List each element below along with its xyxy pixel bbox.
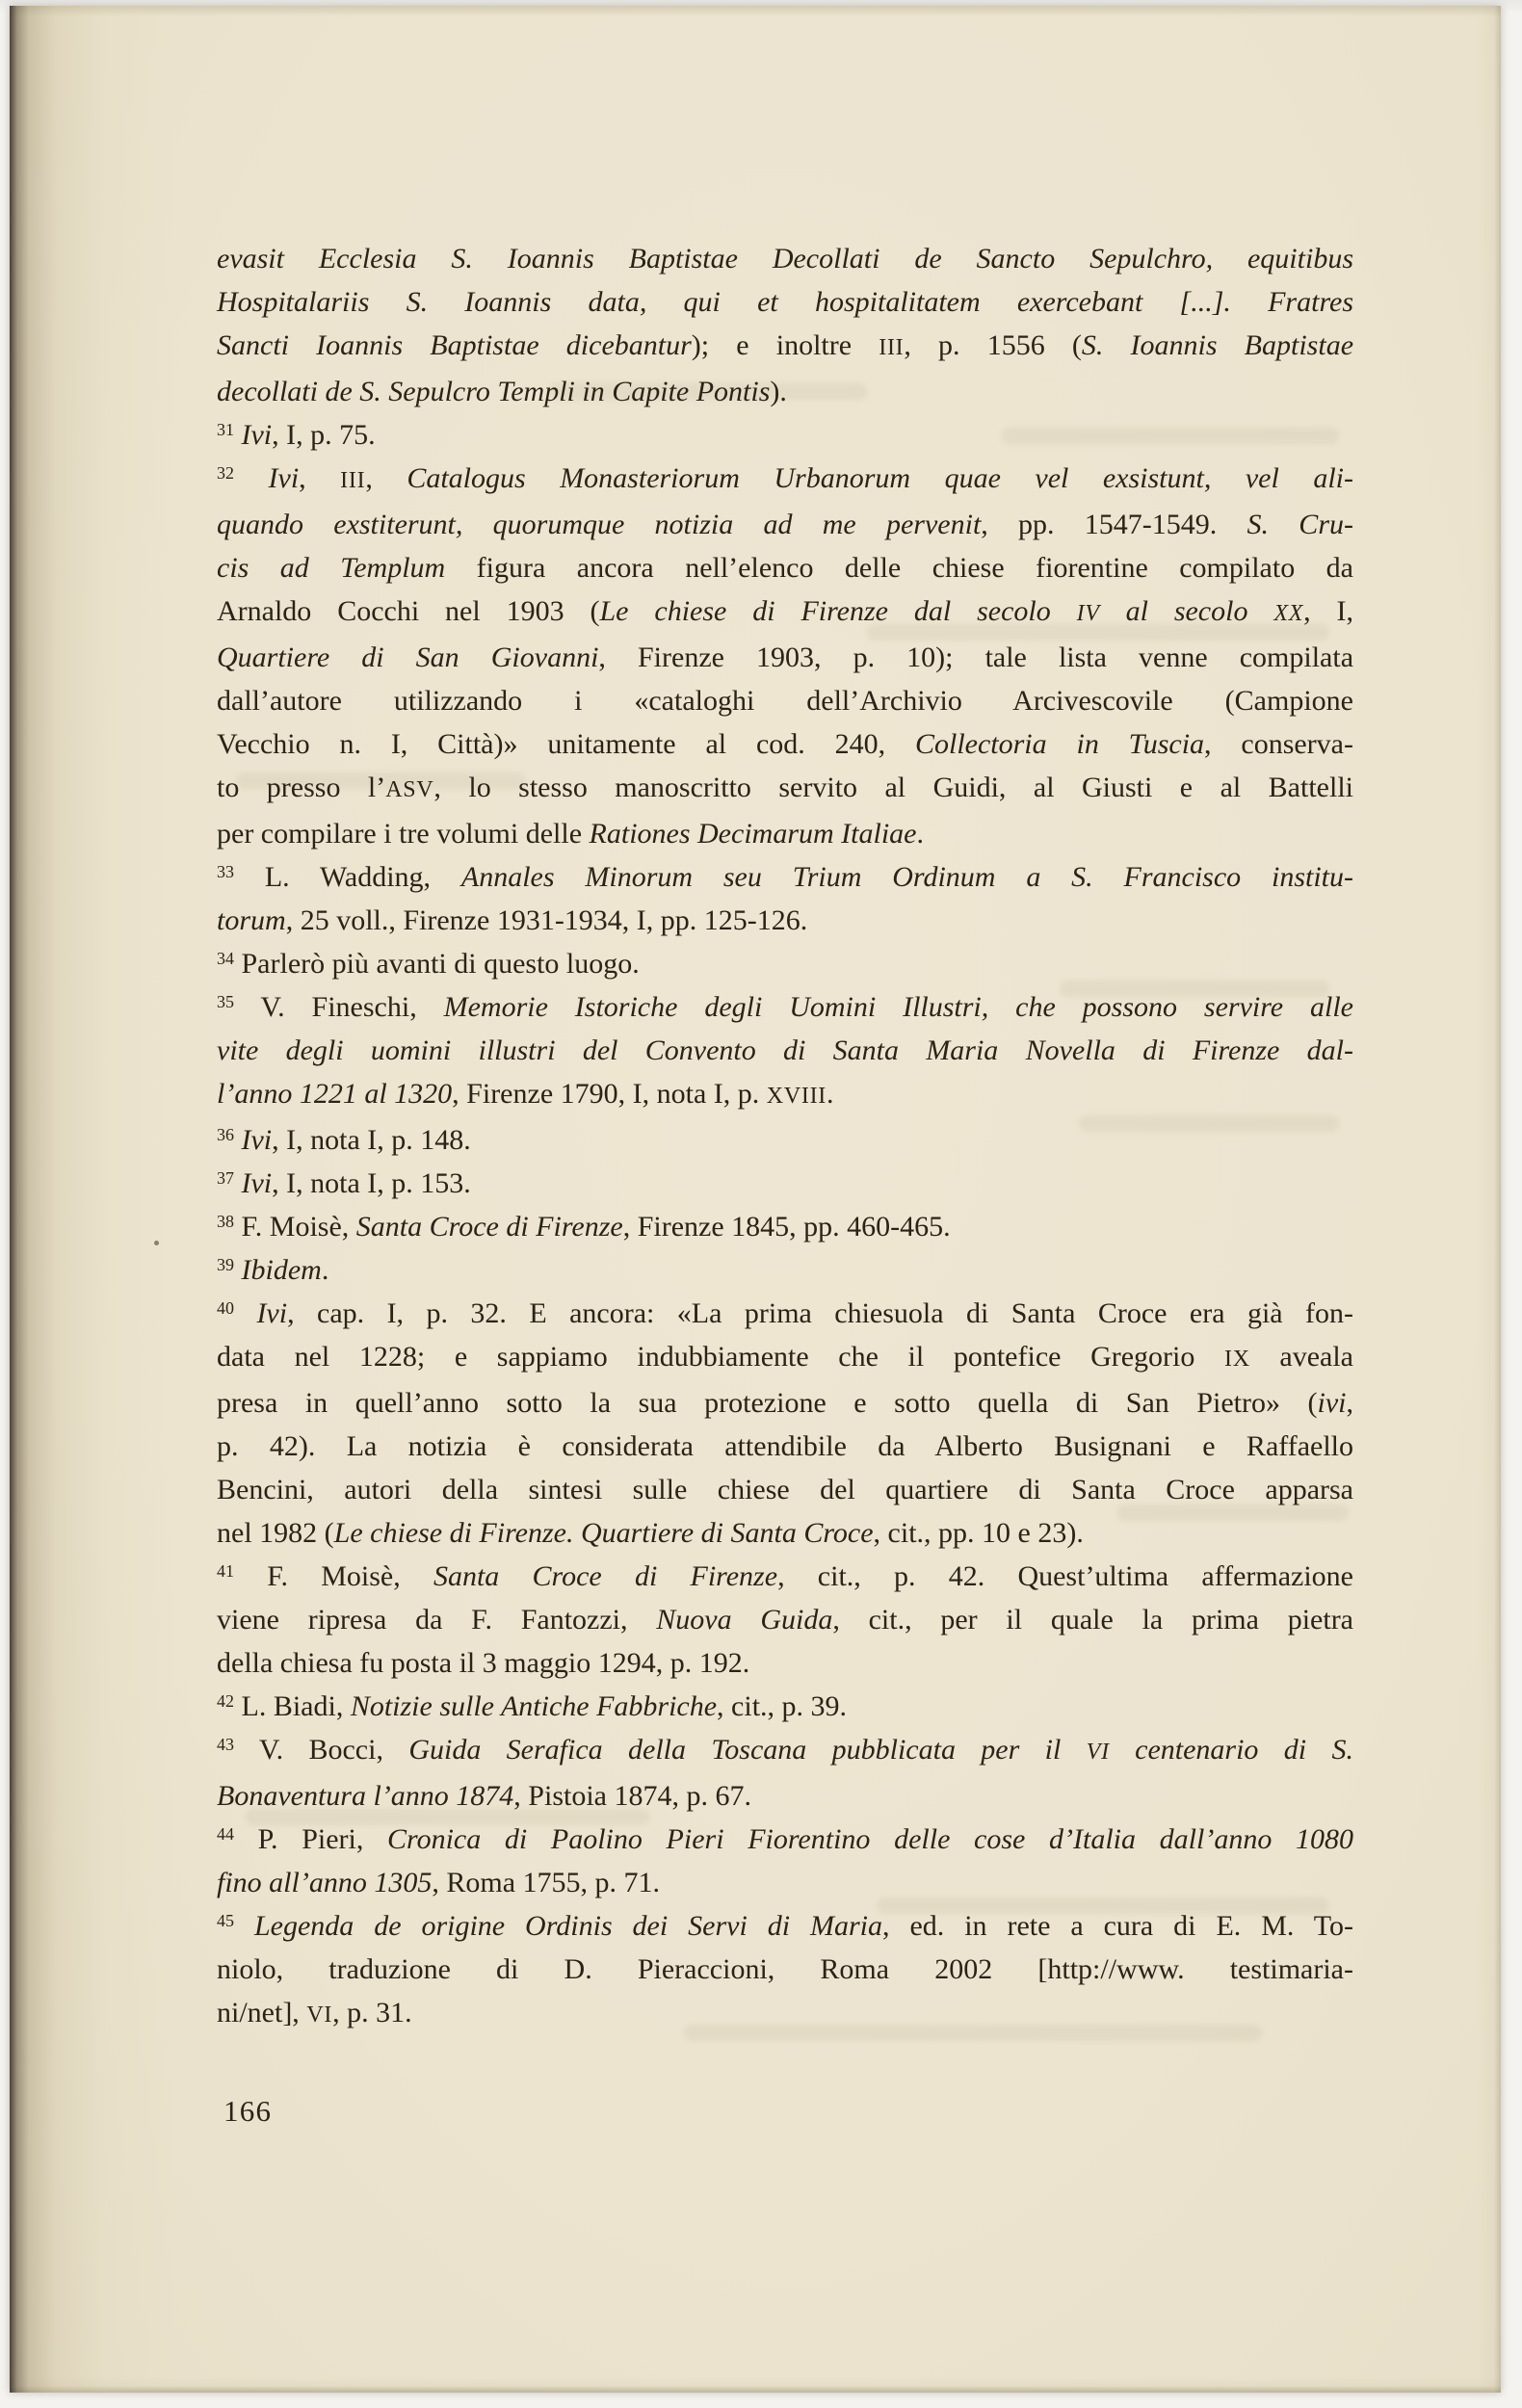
text-segment: quando exstiterunt, quorumque notizia ad me pervenit bbox=[217, 509, 982, 540]
text-line bbox=[217, 1162, 1353, 1205]
text-segment: , Firenze 1903, p. 10); tale lista venne compilata bbox=[598, 641, 1354, 673]
text-segment bbox=[234, 419, 242, 451]
text-segment: . bbox=[321, 1254, 329, 1286]
text-line bbox=[217, 1029, 1353, 1072]
text-segment: . bbox=[916, 818, 924, 850]
footnote-marker: 42 bbox=[217, 1691, 234, 1711]
text-segment: cis ad Templum bbox=[217, 552, 446, 584]
text-segment: , bbox=[365, 462, 407, 494]
text-segment: data nel 1228; e sappiamo indubbiamente che il pontefice Gregorio bbox=[217, 1341, 1224, 1373]
text-block bbox=[217, 237, 1353, 2037]
page-number: 166 bbox=[223, 2094, 273, 2128]
text-segment bbox=[234, 1124, 242, 1156]
text-segment: , p. 31. bbox=[332, 1997, 412, 2028]
text-line bbox=[217, 899, 1353, 942]
text-line bbox=[217, 1598, 1353, 1641]
text-segment: nel 1982 ( bbox=[217, 1517, 334, 1549]
text-segment: V. Fineschi, bbox=[234, 991, 444, 1023]
text-segment: Ivi bbox=[256, 1297, 288, 1329]
text-segment: V. Bocci, bbox=[234, 1734, 409, 1766]
text-segment: , Firenze 1845, pp. 460-465. bbox=[622, 1211, 951, 1243]
text-segment: , cit., p. 42. Quest’ultima affermazione bbox=[777, 1560, 1353, 1592]
text-segment: evasit Ecclesia S. Ioannis Baptistae Decollati de Sancto Sepulchro, equitibus bbox=[217, 243, 1353, 275]
text-segment: Memorie Istoriche degli Uomini Illustri, che possono servire alle bbox=[443, 991, 1353, 1023]
footnote-marker: 41 bbox=[217, 1561, 234, 1581]
text-line bbox=[217, 1381, 1353, 1425]
text-segment: Sancti Ioannis Baptistae dicebantur bbox=[217, 329, 692, 361]
text-segment: . bbox=[827, 1078, 834, 1110]
text-segment: Annales Minorum seu Trium Ordinum a S. Francisco institu- bbox=[460, 861, 1353, 893]
text-segment: , lo stesso manoscritto servito al Guidi, al Giusti e al Battelli bbox=[433, 772, 1353, 803]
text-segment: ); e inoltre bbox=[691, 329, 879, 361]
text-segment: Parlerò più avanti di questo luogo. bbox=[234, 948, 640, 980]
footnote-marker: 37 bbox=[217, 1168, 234, 1188]
text-line bbox=[217, 985, 1353, 1029]
text-segment: Guida Serafica della Toscana pubblicata per il bbox=[408, 1734, 1087, 1766]
text-segment: Nuova Guida bbox=[656, 1604, 833, 1636]
text-segment: P. Pieri, bbox=[234, 1823, 388, 1855]
text-segment: Ibidem bbox=[241, 1254, 322, 1286]
text-line bbox=[217, 503, 1353, 546]
text-segment bbox=[234, 462, 269, 494]
text-segment: , 25 voll., Firenze 1931-1934, I, pp. 125-126. bbox=[285, 904, 808, 936]
ink-speck bbox=[154, 1241, 159, 1245]
text-segment: Bonaventura l’anno 1874 bbox=[217, 1780, 514, 1812]
text-segment: Ivi bbox=[268, 462, 300, 494]
text-line bbox=[217, 457, 1353, 503]
text-segment: , I, nota I, p. 153. bbox=[272, 1167, 471, 1199]
footnote-marker: 44 bbox=[217, 1824, 234, 1844]
text-segment: Arnaldo Cocchi nel 1903 ( bbox=[217, 595, 600, 627]
text-line bbox=[217, 1685, 1353, 1728]
text-segment: VI bbox=[1086, 1740, 1110, 1765]
text-segment: Ivi bbox=[241, 1124, 273, 1156]
footnote-marker: 33 bbox=[217, 862, 234, 881]
text-segment: ni/net], bbox=[217, 1997, 307, 2028]
footnote-marker: 40 bbox=[217, 1298, 234, 1318]
text-segment: centenario di S. bbox=[1109, 1734, 1353, 1766]
text-segment: , Firenze 1790, I, nota I, p. bbox=[452, 1078, 767, 1110]
text-segment: ASV bbox=[385, 777, 434, 802]
text-segment: Quartiere di San Giovanni bbox=[217, 641, 599, 673]
text-line bbox=[217, 1991, 1353, 2037]
text-line bbox=[217, 1861, 1353, 1904]
text-segment: Le chiese di Firenze dal secolo bbox=[599, 595, 1077, 627]
text-segment: , conserva- bbox=[1204, 728, 1353, 760]
text-segment: , bbox=[1346, 1387, 1353, 1419]
text-segment: dall’autore utilizzando i «cataloghi dell’Archivio Arcivescovile (Campione bbox=[217, 685, 1353, 717]
text-segment: XX bbox=[1273, 601, 1304, 626]
text-segment: Santa Croce di Firenze bbox=[433, 1560, 778, 1592]
text-line bbox=[217, 1292, 1353, 1335]
text-segment: , cit., per il quale la prima pietra bbox=[832, 1604, 1353, 1636]
text-line bbox=[217, 1774, 1353, 1818]
footnote-marker: 39 bbox=[217, 1255, 234, 1274]
text-segment: VI bbox=[306, 2002, 333, 2028]
text-line bbox=[217, 636, 1353, 679]
text-segment: , p. 1556 ( bbox=[904, 329, 1082, 361]
text-segment bbox=[234, 1297, 256, 1329]
text-segment: IX bbox=[1224, 1347, 1250, 1372]
text-segment: Cronica di Paolino Pieri Fiorentino delle cose d’Italia dall’anno 1080 bbox=[387, 1823, 1353, 1855]
text-segment: F. Moisè, bbox=[234, 1560, 433, 1592]
footnote-marker: 45 bbox=[217, 1911, 234, 1930]
text-segment: torum bbox=[217, 904, 286, 936]
text-segment: viene ripresa da F. Fantozzi, bbox=[217, 1604, 657, 1636]
text-line bbox=[217, 1511, 1353, 1555]
text-segment: S. Cru- bbox=[1246, 509, 1353, 540]
text-line bbox=[217, 812, 1353, 855]
text-segment: niolo, traduzione di D. Pieraccioni, Roma 2002 [http://www. testimaria- bbox=[217, 1953, 1353, 1985]
text-line bbox=[217, 1335, 1353, 1381]
text-segment bbox=[234, 1167, 242, 1199]
text-segment bbox=[234, 1910, 254, 1942]
text-segment: , Roma 1755, p. 71. bbox=[432, 1867, 661, 1898]
text-segment: ivi bbox=[1317, 1387, 1347, 1419]
text-line bbox=[217, 766, 1353, 812]
text-segment: della chiesa fu posta il 3 maggio 1294, p. 192. bbox=[217, 1647, 750, 1679]
text-segment: , cap. I, p. 32. E ancora: «La prima chiesuola di Santa Croce era già fon- bbox=[287, 1297, 1354, 1329]
text-segment: aveala bbox=[1249, 1341, 1353, 1373]
text-segment: XVIII bbox=[766, 1084, 827, 1109]
text-segment: Notizie sulle Antiche Fabbriche bbox=[350, 1690, 718, 1722]
text-segment: Bencini, autori della sintesi sulle chiese del quartiere di Santa Croce apparsa bbox=[217, 1474, 1353, 1505]
text-segment: III bbox=[340, 468, 366, 493]
text-line bbox=[217, 237, 1353, 280]
footnote-marker: 31 bbox=[217, 420, 234, 439]
text-line bbox=[217, 370, 1353, 413]
text-segment: vite degli uomini illustri del Convento di Santa Maria Novella di Firenze dal- bbox=[217, 1034, 1353, 1066]
text-line bbox=[217, 1425, 1353, 1468]
text-segment: to presso l’ bbox=[217, 772, 386, 803]
text-line bbox=[217, 324, 1353, 370]
text-segment: , I, bbox=[1303, 595, 1354, 627]
text-line bbox=[217, 722, 1353, 766]
text-segment: L. Biadi, bbox=[234, 1690, 351, 1722]
text-segment: L. Wadding, bbox=[234, 861, 461, 893]
text-segment: , cit., p. 39. bbox=[717, 1690, 848, 1722]
footnote-marker: 38 bbox=[217, 1212, 234, 1231]
text-segment: l’anno 1221 al 1320 bbox=[217, 1078, 453, 1110]
text-line bbox=[217, 679, 1353, 722]
text-segment: Vecchio n. I, Città)» unitamente al cod. 240, bbox=[217, 728, 915, 760]
text-segment: fino all’anno 1305 bbox=[217, 1867, 433, 1898]
text-line bbox=[217, 1904, 1353, 1948]
text-segment: Ivi bbox=[241, 1167, 273, 1199]
text-line bbox=[217, 1948, 1353, 1991]
footnote-marker: 35 bbox=[217, 992, 234, 1011]
text-segment: F. Moisè, bbox=[234, 1211, 356, 1243]
text-line bbox=[217, 1641, 1353, 1685]
text-segment: , I, p. 75. bbox=[272, 419, 376, 451]
text-segment: figura ancora nell’elenco delle chiese fiorentine compilato da bbox=[445, 552, 1353, 584]
text-segment: per compilare i tre volumi delle bbox=[217, 818, 590, 850]
text-segment: , bbox=[299, 462, 341, 494]
text-line bbox=[217, 589, 1353, 636]
text-segment: Rationes Decimarum Italiae bbox=[589, 818, 917, 850]
text-segment: , ed. in rete a cura di E. M. To- bbox=[882, 1910, 1353, 1942]
text-segment: ). bbox=[770, 376, 787, 407]
text-line bbox=[217, 1468, 1353, 1511]
text-line bbox=[217, 1248, 1353, 1292]
text-segment: presa in quell’anno sotto la sua protezione e sotto quella di San Pietro» ( bbox=[217, 1387, 1318, 1419]
text-segment: Santa Croce di Firenze bbox=[355, 1211, 623, 1243]
text-segment: Catalogus Monasteriorum Urbanorum quae vel exsistunt, vel ali- bbox=[407, 462, 1354, 494]
text-segment: p. 42). La notizia è considerata attendibile da Alberto Busignani e Raffaello bbox=[217, 1430, 1353, 1462]
footnote-marker: 32 bbox=[217, 463, 234, 483]
text-segment: Ivi bbox=[241, 419, 273, 451]
text-line bbox=[217, 413, 1353, 457]
text-segment: al secolo bbox=[1099, 595, 1274, 627]
text-segment: Collectoria in Tuscia bbox=[914, 728, 1205, 760]
book-page bbox=[10, 6, 1501, 2393]
text-line bbox=[217, 942, 1353, 985]
text-segment: IV bbox=[1076, 601, 1100, 626]
text-line bbox=[217, 1118, 1353, 1162]
text-segment: , I, nota I, p. 148. bbox=[272, 1124, 471, 1156]
text-segment: , cit., pp. 10 e 23). bbox=[873, 1517, 1084, 1549]
text-segment bbox=[234, 1254, 242, 1286]
text-segment: , Pistoia 1874, p. 67. bbox=[513, 1780, 751, 1812]
footnote-marker: 34 bbox=[217, 949, 234, 968]
text-line bbox=[217, 855, 1353, 899]
text-line bbox=[217, 280, 1353, 324]
text-segment: decollati de S. Sepulcro Templi in Capite Pontis bbox=[217, 376, 771, 407]
text-segment: Hospitalariis S. Ioannis data, qui et hospitalitatem exercebant [...]. Fratres bbox=[217, 286, 1353, 318]
text-segment: S. Ioannis Baptistae bbox=[1081, 329, 1354, 361]
text-segment: Le chiese di Firenze. Quartiere di Santa Croce bbox=[333, 1517, 874, 1549]
text-line bbox=[217, 1728, 1353, 1774]
footnote-marker: 43 bbox=[217, 1735, 234, 1754]
text-line bbox=[217, 1072, 1353, 1118]
text-segment: Legenda de origine Ordinis dei Servi di Maria bbox=[253, 1910, 882, 1942]
text-line bbox=[217, 546, 1353, 589]
text-line bbox=[217, 1555, 1353, 1598]
text-segment: , pp. 1547-1549. bbox=[981, 509, 1247, 540]
text-line bbox=[217, 1818, 1353, 1861]
footnote-marker: 36 bbox=[217, 1125, 234, 1144]
text-line bbox=[217, 1205, 1353, 1248]
text-segment: III bbox=[879, 335, 905, 360]
